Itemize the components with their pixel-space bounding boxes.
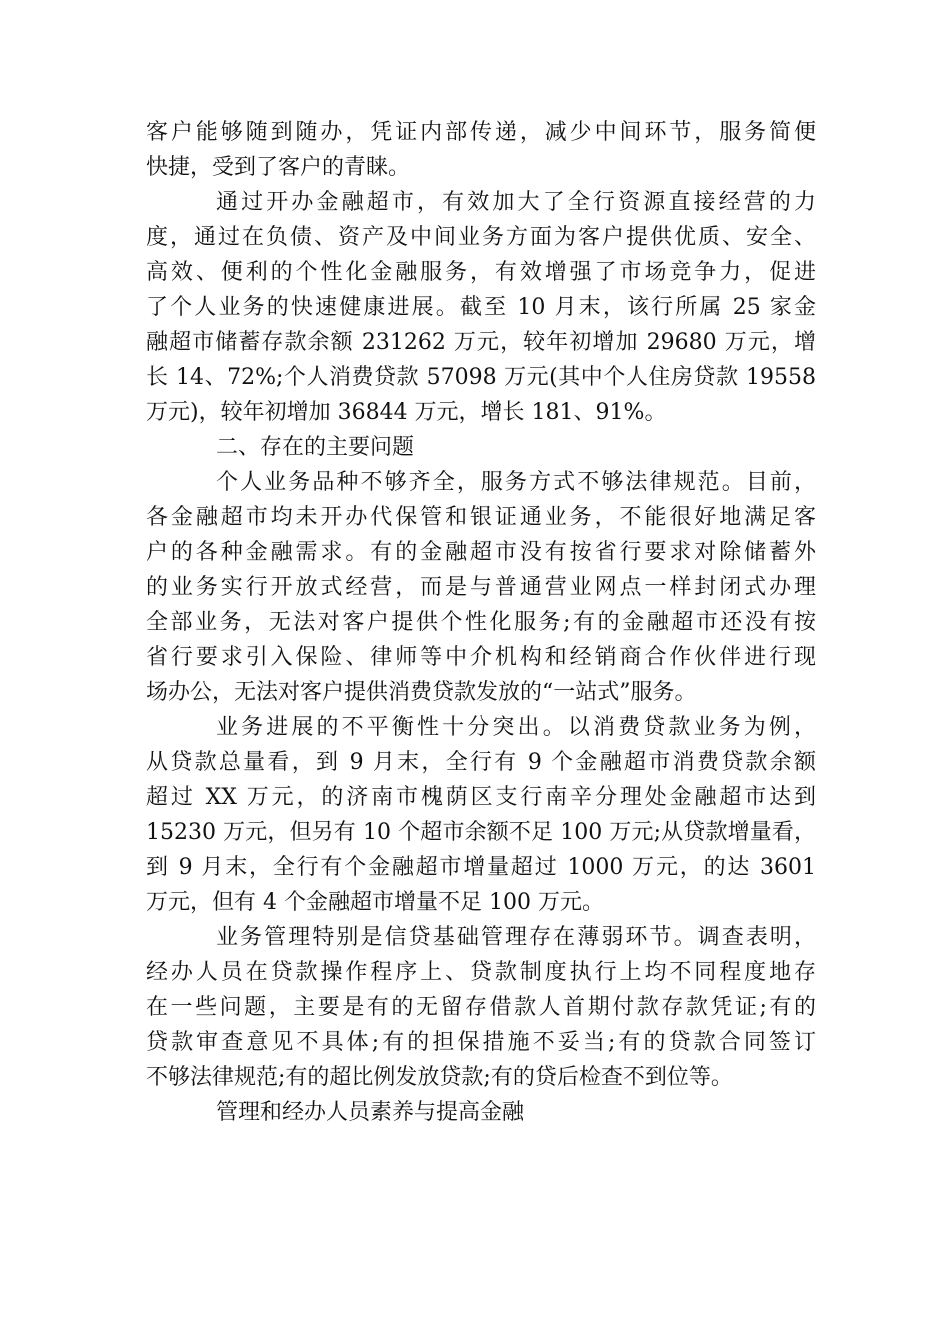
text-line: 超过 XX 万元，的济南市槐荫区支行南辛分理处金融超市达到 [146,785,816,810]
text-line: 在一些问题，主要是有的无留存借款人首期付款存款凭证;有的 [146,995,816,1020]
text-line: 到 9 月末，全行有个金融超市增量超过 1000 万元，的达 3601 [146,855,816,880]
text-line: 省行要求引入保险、律师等中介机构和经销商合作伙伴进行现 [146,645,816,670]
text-line: 贷款审查意见不具体;有的担保措施不妥当;有的贷款合同签订 [146,1030,816,1055]
text-line: 不够法律规范;有的超比例发放贷款;有的贷后检查不到位等。 [146,1065,733,1090]
text-line: 的业务实行开放式经营，而是与普通营业网点一样封闭式办理 [146,575,816,600]
text-line: 场办公，无法对客户提供消费贷款发放的“一站式”服务。 [146,680,697,705]
text-line: 15230 万元，但另有 10 个超市余额不足 100 万元;从贷款增量看， [146,820,816,845]
text-line: 个人业务品种不够齐全，服务方式不够法律规范。目前， [216,470,816,495]
text-line: 业务进展的不平衡性十分突出。以消费贷款业务为例， [216,715,816,740]
document-body [146,115,816,1130]
text-line: 各金融超市均未开办代保管和银证通业务，不能很好地满足客 [146,505,816,530]
text-line: 快捷，受到了客户的青睐。 [146,155,411,180]
text-line: 从贷款总量看，到 9 月末，全行有 9 个金融超市消费贷款余额 [146,750,816,775]
text-line: 度，通过在负债、资产及中间业务方面为客户提供优质、安全、 [146,225,816,250]
text-line: 管理和经办人员素养与提高金融 [216,1100,525,1125]
text-line: 长 14、72%;个人消费贷款 57098 万元(其中个人住房贷款 19558 [146,365,816,390]
text-line: 户的各种金融需求。有的金融超市没有按省行要求对除储蓄外 [146,540,816,565]
section-heading: 二、存在的主要问题 [216,435,415,460]
text-line: 了个人业务的快速健康进展。截至 10 月末，该行所属 25 家金 [146,295,816,320]
text-line: 全部业务，无法对客户提供个性化服务;有的金融超市还没有按 [146,610,816,635]
text-line: 高效、便利的个性化金融服务，有效增强了市场竞争力，促进 [146,260,816,285]
text-line: 万元，但有 4 个金融超市增量不足 100 万元。 [146,890,604,915]
text-line: 融超市储蓄存款余额 231262 万元，较年初增加 29680 万元，增 [146,330,816,355]
text-line: 客户能够随到随办，凭证内部传递，减少中间环节，服务简便 [146,120,816,145]
text-line: 万元)，较年初增加 36844 万元，增长 181、91%。 [146,400,667,425]
text-line: 经办人员在贷款操作程序上、贷款制度执行上均不同程度地存 [146,960,816,985]
text-line: 通过开办金融超市，有效加大了全行资源直接经营的力 [216,190,816,215]
text-line: 业务管理特别是信贷基础管理存在薄弱环节。调查表明， [216,925,816,950]
